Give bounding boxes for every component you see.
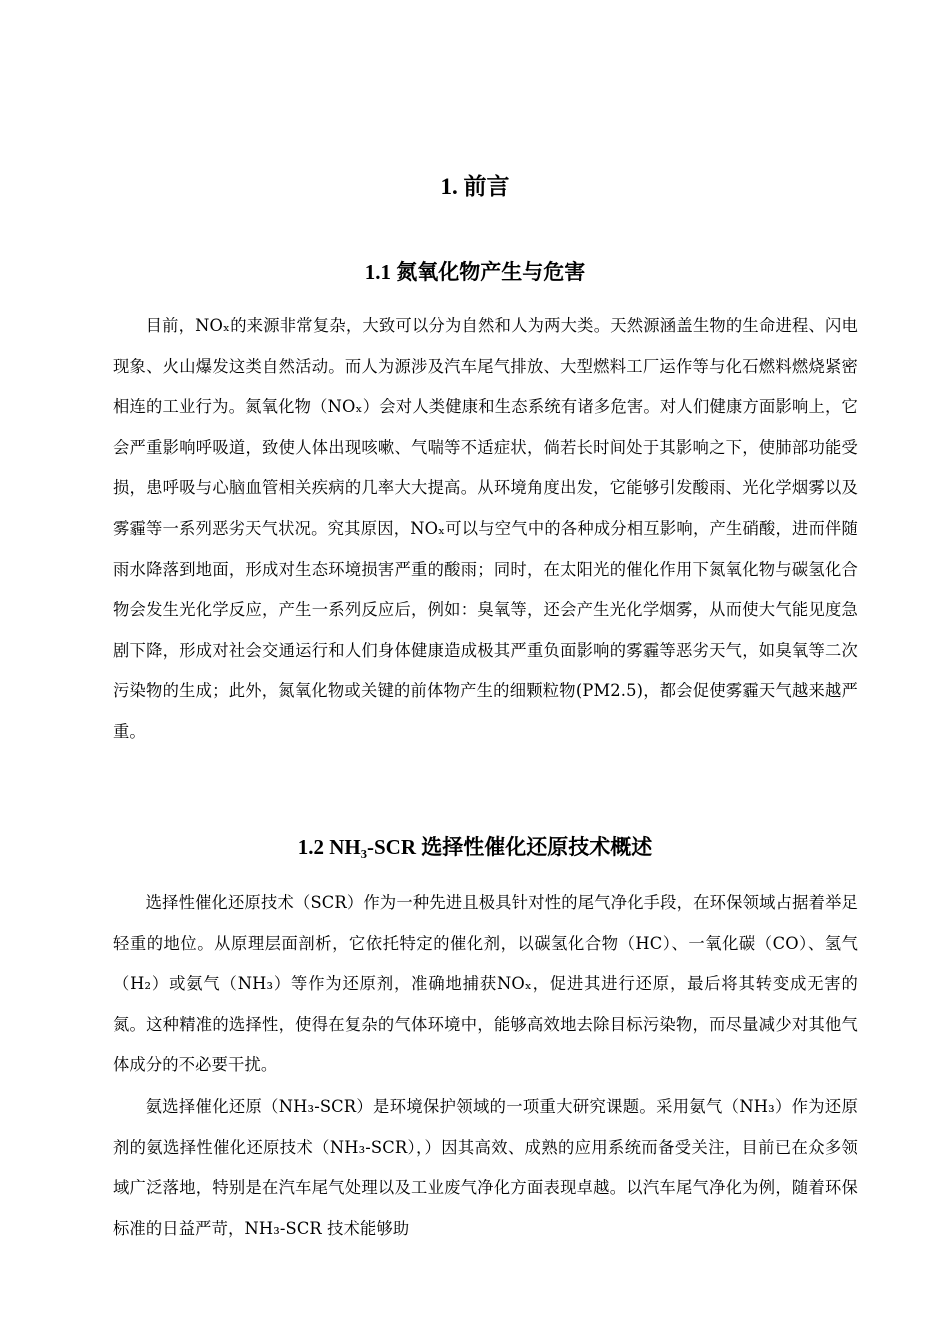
section-1-2-paragraph-2: 氨选择催化还原（NH₃-SCR）是环境保护领域的一项重大研究课题。采用氨气（NH₃）作为还原剂的氨选择性催化还原技术（NH₃-SCR），）因其高效、成熟的应用系统而备受关注，目前已在众多领域广泛落地，特别是在汽车尾气处理以及工业废气净化方面表现卓越。以汽车尾气净化为例，随着环保标准的日益严苛，NH₃-SCR 技术能够助 (113, 1097, 858, 1238)
section-1-1-heading: 1.1 氮氧化物产生与危害 (364, 260, 586, 284)
section-1-1-paragraph: 目前，NOₓ的来源非常复杂，大致可以分为自然和人为两大类。天然源涵盖生物的生命进程、闪电现象、火山爆发这类自然活动。而人为源涉及汽车尾气排放、大型燃料工厂运作等与化石燃料燃烧紧密相连的工业行为。氮氧化物（NOₓ）会对人类健康和生态系统有诸多危害。对人们健康方面影响上，它会严重影响呼吸道，致使人体出现咳嗽、气喘等不适症状，倘若长时间处于其影响之下，使肺部功能受损，患呼吸与心脑血管相关疾病的几率大大提高。从环境角度出发，它能够引发酸雨、光化学烟雾以及雾霾等一系列恶劣天气状况。究其原因，NOₓ可以与空气中的各种成分相互影响，产生硝酸，进而伴随雨水降落到地面，形成对生态环境损害严重的酸雨；同时，在太阳光的催化作用下氮氧化物与碳氢化合物会发生光化学反应，产生一系列反应后，例如：臭氧等，还会产生光化学烟雾，从而使大气能见度急剧下降，形成对社会交通运行和人们身体健康造成极其严重负面影响的雾霾等恶劣天气，如臭氧等二次污染物的生成；此外，氮氧化物或关键的前体物产生的细颗粒物(PM2.5)，都会促使雾霾天气越来越严重。 (113, 316, 858, 741)
section-1-2-heading: 1.2 NH₃-SCR 选择性催化还原技术概述 (297, 835, 653, 859)
chapter-title: 1. 前言 (440, 174, 510, 199)
section-1-2-paragraph-1: 选择性催化还原技术（SCR）作为一种先进且极具针对性的尾气净化手段，在环保领域占据着举足轻重的地位。从原理层面剖析，它依托特定的催化剂，以碳氢化合物（HC）、一氧化碳（CO）、氢气（H₂）或氨气（NH₃）等作为还原剂，准确地捕获NOₓ，促进其进行还原，最后将其转变成无害的氮。这种精准的选择性，使得在复杂的气体环境中，能够高效地去除目标污染物，而尽量减少对其他气体成分的不必要干扰。 (113, 893, 858, 1075)
